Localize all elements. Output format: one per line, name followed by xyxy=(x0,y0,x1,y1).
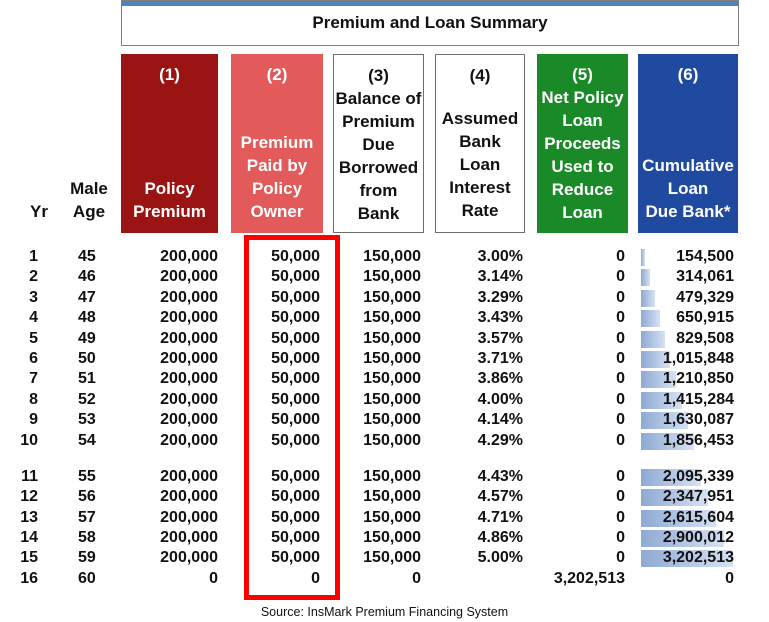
table-row xyxy=(0,548,769,568)
cell-age: 54 xyxy=(78,431,96,449)
table-row xyxy=(0,487,769,507)
header-line: Proceeds xyxy=(544,134,621,153)
cell-age: 55 xyxy=(78,467,96,485)
cell-age: 51 xyxy=(78,370,96,388)
table-row xyxy=(0,308,769,328)
cell-interest-rate: 3.00% xyxy=(477,248,523,265)
header-line: Interest xyxy=(449,178,511,197)
cell-interest-rate: 4.29% xyxy=(477,431,523,449)
cell-policy-premium: 200,000 xyxy=(160,390,218,408)
cell-balance-borrowed: 150,000 xyxy=(363,390,421,408)
cell-balance-borrowed: 150,000 xyxy=(363,488,421,506)
cell-year: 7 xyxy=(29,370,38,388)
cell-loan-proceeds: 3,202,513 xyxy=(553,569,625,587)
cell-balance-borrowed: 150,000 xyxy=(363,411,421,429)
cell-year: 16 xyxy=(20,569,38,587)
header-year xyxy=(20,54,58,233)
header-line: from xyxy=(359,181,398,200)
cell-premium-paid: 50,000 xyxy=(271,349,320,367)
cell-policy-premium: 200,000 xyxy=(160,349,218,367)
cell-age: 59 xyxy=(78,549,96,567)
cell-balance-borrowed: 150,000 xyxy=(363,467,421,485)
cell-year: 2 xyxy=(29,268,38,286)
header-interest-rate xyxy=(435,54,525,233)
header-line: Premium xyxy=(133,202,206,221)
cell-balance-borrowed: 150,000 xyxy=(363,268,421,286)
cell-age: 47 xyxy=(78,288,96,306)
cell-premium-paid: 50,000 xyxy=(271,411,320,429)
cell-age: 52 xyxy=(78,390,96,408)
cell-policy-premium: 0 xyxy=(209,569,218,587)
cell-loan-proceeds: 0 xyxy=(616,488,625,506)
cell-premium-paid: 50,000 xyxy=(271,390,320,408)
cell-premium-paid: 50,000 xyxy=(271,329,320,347)
header-line: Paid by xyxy=(246,156,308,175)
cell-age: 48 xyxy=(78,309,96,327)
cell-year: 12 xyxy=(20,488,38,506)
cell-cumulative-loan xyxy=(638,267,734,287)
cell-policy-premium: 200,000 xyxy=(160,488,218,506)
cell-age: 45 xyxy=(78,248,96,265)
cell-balance-borrowed: 150,000 xyxy=(363,431,421,449)
cell-cumulative-loan-value: 154,500 xyxy=(676,248,734,265)
header-number: (2) xyxy=(266,65,288,84)
cell-policy-premium: 200,000 xyxy=(160,248,218,265)
cell-cumulative-loan-value: 1,415,284 xyxy=(662,390,734,408)
cell-loan-proceeds: 0 xyxy=(616,248,625,265)
cell-cumulative-loan-value: 479,329 xyxy=(676,288,734,306)
cell-cumulative-loan-value: 1,630,087 xyxy=(662,411,734,429)
cell-cumulative-loan-value: 1,210,850 xyxy=(662,370,734,388)
cell-interest-rate: 3.57% xyxy=(477,329,523,347)
cell-cumulative-loan xyxy=(638,467,734,487)
cell-year: 1 xyxy=(29,248,38,265)
header-number: (6) xyxy=(677,65,699,84)
header-label xyxy=(541,86,623,234)
cell-age: 53 xyxy=(78,411,96,429)
cell-interest-rate: 4.86% xyxy=(477,529,523,547)
header-year-label: Yr xyxy=(30,202,48,221)
cell-balance-borrowed: 150,000 xyxy=(363,288,421,306)
cell-age: 56 xyxy=(78,488,96,506)
header-line: Bank xyxy=(459,132,501,151)
header-net-policy-loan-proceeds xyxy=(537,54,628,233)
header-line: Policy xyxy=(251,179,303,198)
header-line: Loan xyxy=(562,111,603,130)
cell-premium-paid: 50,000 xyxy=(271,288,320,306)
table-row xyxy=(0,329,769,349)
cell-premium-paid: 50,000 xyxy=(271,467,320,485)
cell-loan-proceeds: 0 xyxy=(616,349,625,367)
cell-policy-premium: 200,000 xyxy=(160,529,218,547)
premium-paid-highlight-box xyxy=(244,235,340,600)
cell-year: 5 xyxy=(29,329,38,347)
cell-premium-paid: 50,000 xyxy=(271,268,320,286)
header-label xyxy=(642,154,734,233)
cell-year: 11 xyxy=(21,467,38,485)
cell-year: 10 xyxy=(20,431,38,449)
cell-cumulative-loan xyxy=(638,569,734,589)
cell-loan-proceeds: 0 xyxy=(616,549,625,567)
cell-age: 49 xyxy=(78,329,96,347)
header-line: Premium xyxy=(342,112,415,131)
header-line: Due Bank* xyxy=(645,202,731,221)
header-balance-borrowed xyxy=(333,54,424,233)
header-line: Age xyxy=(72,202,106,221)
cell-cumulative-loan-value: 2,615,604 xyxy=(662,508,734,526)
cell-cumulative-loan xyxy=(638,288,734,308)
cell-year: 13 xyxy=(20,508,38,526)
header-line: Premium xyxy=(240,133,314,152)
header-line: Owner xyxy=(250,202,304,221)
cell-policy-premium: 200,000 xyxy=(160,411,218,429)
cell-loan-proceeds: 0 xyxy=(616,390,625,408)
cell-premium-paid: 50,000 xyxy=(271,431,320,449)
header-line: Loan xyxy=(459,155,501,174)
cell-age: 46 xyxy=(78,268,96,286)
cell-premium-paid: 50,000 xyxy=(271,529,320,547)
cell-premium-paid: 50,000 xyxy=(271,248,320,265)
cell-premium-paid: 50,000 xyxy=(271,370,320,388)
cell-loan-proceeds: 0 xyxy=(616,268,625,286)
cell-age: 60 xyxy=(78,569,96,587)
cell-cumulative-loan xyxy=(638,487,734,507)
cell-policy-premium: 200,000 xyxy=(160,329,218,347)
data-rows xyxy=(0,247,769,589)
cell-age: 57 xyxy=(78,508,96,526)
cell-balance-borrowed: 150,000 xyxy=(363,248,421,265)
header-line: Due xyxy=(362,135,395,154)
cell-loan-proceeds: 0 xyxy=(616,529,625,547)
header-policy-premium xyxy=(121,54,218,233)
header-number: (4) xyxy=(469,66,491,85)
cell-balance-borrowed: 150,000 xyxy=(363,329,421,347)
table-row xyxy=(0,410,769,430)
table-row xyxy=(0,569,769,589)
table-row xyxy=(0,390,769,410)
cell-policy-premium: 200,000 xyxy=(160,268,218,286)
header-line: Used to xyxy=(551,157,614,176)
header-line: Loan xyxy=(667,179,709,198)
header-line: Loan xyxy=(562,203,603,222)
header-premium-paid-by-owner xyxy=(231,54,323,233)
cell-premium-paid: 50,000 xyxy=(271,309,320,327)
cell-year: 4 xyxy=(29,309,38,327)
cell-cumulative-loan-value: 1,015,848 xyxy=(662,349,734,367)
cell-interest-rate: 4.14% xyxy=(477,411,523,429)
cell-premium-paid: 0 xyxy=(311,569,320,587)
cell-year: 15 xyxy=(20,549,38,567)
cell-balance-borrowed: 150,000 xyxy=(363,370,421,388)
cell-cumulative-loan xyxy=(638,329,734,349)
cell-premium-paid: 50,000 xyxy=(271,549,320,567)
cell-interest-rate: 3.29% xyxy=(477,288,523,306)
table-row xyxy=(0,528,769,548)
table-row xyxy=(0,431,769,451)
cell-balance-borrowed: 150,000 xyxy=(363,349,421,367)
table-row xyxy=(0,267,769,287)
cell-balance-borrowed: 150,000 xyxy=(363,549,421,567)
cell-balance-borrowed: 0 xyxy=(412,569,421,587)
header-line: Borrowed xyxy=(338,158,419,177)
source-note: Source: InsMark Premium Financing System xyxy=(260,605,509,619)
cell-policy-premium: 200,000 xyxy=(160,309,218,327)
cell-interest-rate: 4.00% xyxy=(477,390,523,408)
cell-cumulative-loan xyxy=(638,349,734,369)
cell-cumulative-loan xyxy=(638,308,734,328)
cell-interest-rate: 3.86% xyxy=(477,370,523,388)
cell-cumulative-loan-value: 2,347,951 xyxy=(662,488,734,506)
cell-loan-proceeds: 0 xyxy=(616,288,625,306)
cell-cumulative-loan-value: 2,900,012 xyxy=(662,529,734,547)
header-line: Bank xyxy=(357,204,400,223)
header-number: (5) xyxy=(572,65,593,84)
cell-cumulative-loan xyxy=(638,528,734,548)
cell-year: 9 xyxy=(29,411,38,429)
header-line: Balance of xyxy=(335,89,422,108)
header-line: Cumulative xyxy=(642,156,734,175)
table-row xyxy=(0,508,769,528)
header-number: (1) xyxy=(159,65,180,84)
cell-year: 3 xyxy=(29,288,38,306)
cell-cumulative-loan-value: 2,095,339 xyxy=(662,467,734,485)
header-line: Policy xyxy=(144,179,195,198)
header-label xyxy=(336,87,422,234)
cell-cumulative-loan xyxy=(638,390,734,410)
cell-year: 6 xyxy=(29,349,38,367)
table-row xyxy=(0,247,769,267)
header-label xyxy=(442,107,519,232)
cell-balance-borrowed: 150,000 xyxy=(363,508,421,526)
cell-cumulative-loan xyxy=(638,508,734,528)
cell-loan-proceeds: 0 xyxy=(616,411,625,429)
table-row xyxy=(0,349,769,369)
cell-loan-proceeds: 0 xyxy=(616,329,625,347)
cell-year: 14 xyxy=(20,529,38,547)
cell-cumulative-loan-value: 829,508 xyxy=(676,329,734,347)
header-male-age xyxy=(60,54,118,233)
cell-policy-premium: 200,000 xyxy=(160,370,218,388)
cell-cumulative-loan-value: 1,856,453 xyxy=(662,431,734,449)
header-cumulative-loan-due xyxy=(638,54,738,233)
cell-cumulative-loan-value: 0 xyxy=(725,569,734,587)
header-male-age-label xyxy=(70,177,108,233)
cell-cumulative-loan-value: 650,915 xyxy=(676,309,734,327)
cell-policy-premium: 200,000 xyxy=(160,549,218,567)
table-row xyxy=(0,467,769,487)
header-line: Net Policy xyxy=(541,88,624,107)
cell-year: 8 xyxy=(29,390,38,408)
cell-policy-premium: 200,000 xyxy=(160,431,218,449)
header-number: (3) xyxy=(368,66,389,85)
cell-age: 50 xyxy=(78,349,96,367)
header-line: Male xyxy=(70,179,108,198)
cell-interest-rate: 3.14% xyxy=(477,268,523,286)
cell-loan-proceeds: 0 xyxy=(616,309,625,327)
cell-loan-proceeds: 0 xyxy=(616,508,625,526)
cell-cumulative-loan xyxy=(638,410,734,430)
cell-interest-rate: 5.00% xyxy=(477,549,523,567)
header-line: Reduce xyxy=(551,180,614,199)
cell-balance-borrowed: 150,000 xyxy=(363,309,421,327)
header-line: Rate xyxy=(461,201,499,220)
cell-interest-rate: 4.71% xyxy=(477,508,523,526)
cell-loan-proceeds: 0 xyxy=(616,370,625,388)
cell-premium-paid: 50,000 xyxy=(271,508,320,526)
cell-policy-premium: 200,000 xyxy=(160,288,218,306)
table-row xyxy=(0,369,769,389)
table-title-text: Premium and Loan Summary xyxy=(312,13,548,32)
cell-cumulative-loan xyxy=(638,548,734,568)
cell-balance-borrowed: 150,000 xyxy=(363,529,421,547)
cell-interest-rate: 4.57% xyxy=(477,488,523,506)
cell-policy-premium: 200,000 xyxy=(160,508,218,526)
cell-cumulative-loan xyxy=(638,369,734,389)
cell-loan-proceeds: 0 xyxy=(616,467,625,485)
header-label xyxy=(241,131,314,233)
header-line: Assumed xyxy=(441,109,519,128)
cell-loan-proceeds: 0 xyxy=(616,431,625,449)
table-title xyxy=(121,0,739,46)
cell-cumulative-loan-value: 3,202,513 xyxy=(662,549,734,567)
cell-cumulative-loan xyxy=(638,247,734,267)
table-row xyxy=(0,288,769,308)
cell-interest-rate: 3.71% xyxy=(477,349,523,367)
cell-interest-rate: 3.43% xyxy=(477,309,523,327)
cell-age: 58 xyxy=(78,529,96,547)
cell-cumulative-loan-value: 314,061 xyxy=(676,268,734,286)
cell-cumulative-loan xyxy=(638,431,734,451)
header-label xyxy=(133,177,206,233)
cell-policy-premium: 200,000 xyxy=(160,467,218,485)
cell-interest-rate: 4.43% xyxy=(477,467,523,485)
cell-premium-paid: 50,000 xyxy=(271,488,320,506)
